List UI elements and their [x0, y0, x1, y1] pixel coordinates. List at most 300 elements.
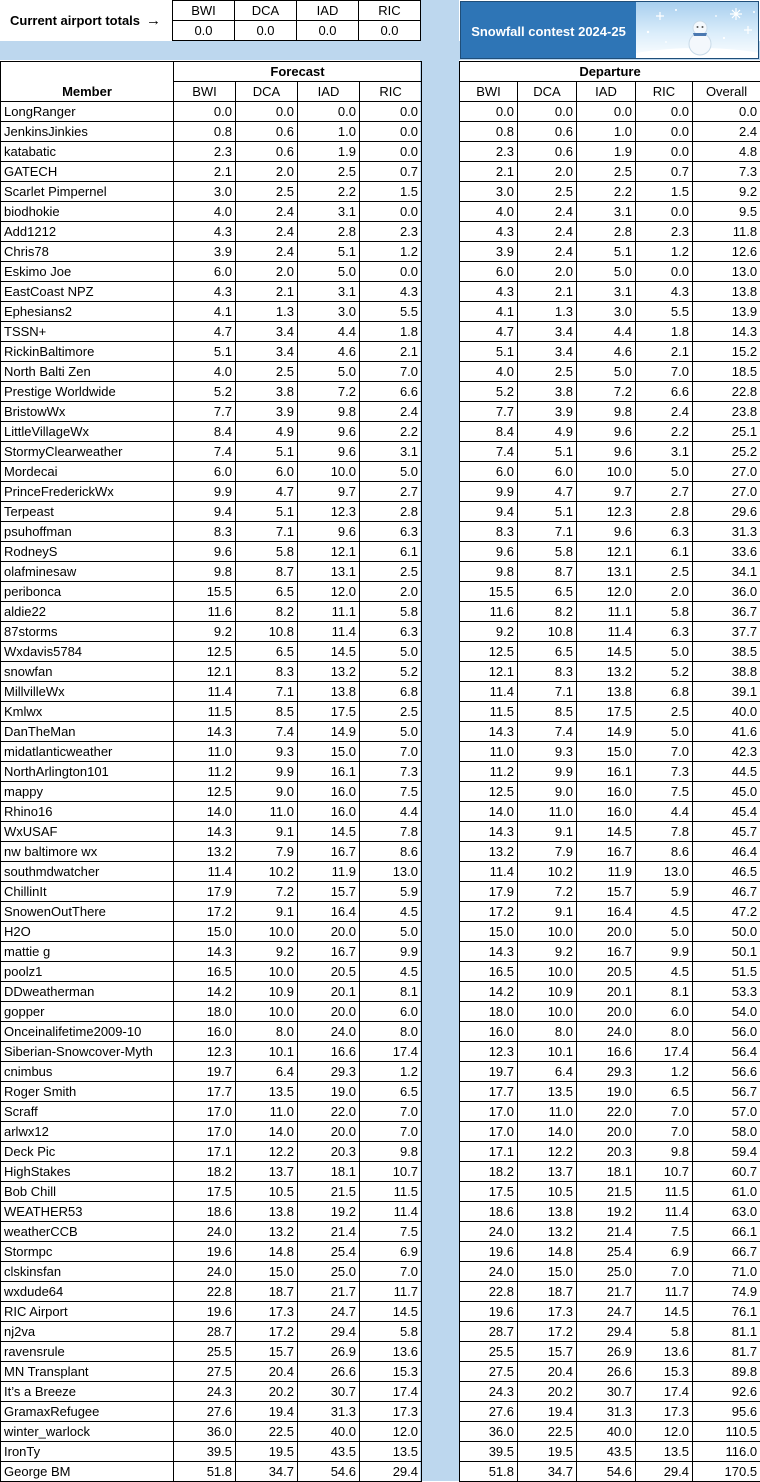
- forecast-value-cell: 0.6: [236, 142, 298, 162]
- table-row: [460, 462, 760, 482]
- table-row: [1, 522, 422, 542]
- forecast-value-cell: 13.8: [298, 682, 360, 702]
- table-row: [1, 722, 422, 742]
- departure-value-cell: 4.3: [460, 222, 518, 242]
- forecast-value-cell: 9.2: [174, 622, 236, 642]
- departure-column-header: Overall: [693, 82, 760, 102]
- departure-value-cell: 4.4: [577, 322, 636, 342]
- overall-value-cell: 36.7: [693, 602, 760, 622]
- table-row: [1, 1262, 422, 1282]
- departure-value-cell: 20.5: [577, 962, 636, 982]
- forecast-value-cell: 8.3: [236, 662, 298, 682]
- departure-value-cell: 15.0: [577, 742, 636, 762]
- departure-value-cell: 0.0: [636, 122, 693, 142]
- forecast-value-cell: 14.3: [174, 722, 236, 742]
- table-row: [1, 222, 422, 242]
- overall-value-cell: 13.9: [693, 302, 760, 322]
- forecast-column-header: DCA: [236, 82, 298, 102]
- departure-value-cell: 4.3: [460, 282, 518, 302]
- departure-value-cell: 5.2: [460, 382, 518, 402]
- departure-value-cell: 15.5: [460, 582, 518, 602]
- departure-value-cell: 14.3: [460, 722, 518, 742]
- departure-value-cell: 6.5: [518, 582, 577, 602]
- forecast-value-cell: 6.0: [174, 462, 236, 482]
- table-row: [1, 1362, 422, 1382]
- forecast-value-cell: 2.5: [236, 362, 298, 382]
- forecast-value-cell: 24.3: [174, 1382, 236, 1402]
- departure-value-cell: 3.0: [577, 302, 636, 322]
- forecast-value-cell: 5.0: [298, 362, 360, 382]
- forecast-value-cell: 5.8: [236, 542, 298, 562]
- departure-value-cell: 4.3: [636, 282, 693, 302]
- departure-value-cell: 12.0: [577, 582, 636, 602]
- forecast-value-cell: 2.5: [360, 702, 422, 722]
- member-name-cell: southmdwatcher: [1, 862, 174, 882]
- member-name-cell: GramaxRefugee: [1, 1402, 174, 1422]
- departure-value-cell: 10.0: [518, 922, 577, 942]
- departure-value-cell: 9.3: [518, 742, 577, 762]
- table-row: [460, 442, 760, 462]
- member-name-cell: NorthArlington101: [1, 762, 174, 782]
- overall-value-cell: 56.4: [693, 1042, 760, 1062]
- table-row: [460, 542, 760, 562]
- forecast-value-cell: 7.7: [174, 402, 236, 422]
- forecast-value-cell: 21.7: [298, 1282, 360, 1302]
- departure-value-cell: 13.2: [460, 842, 518, 862]
- overall-value-cell: 47.2: [693, 902, 760, 922]
- forecast-value-cell: 4.0: [174, 202, 236, 222]
- departure-value-cell: 30.7: [577, 1382, 636, 1402]
- forecast-value-cell: 9.6: [174, 542, 236, 562]
- totals-value-cell: 0.0: [235, 21, 297, 41]
- table-row: [1, 342, 422, 362]
- forecast-value-cell: 9.6: [298, 422, 360, 442]
- departure-value-cell: 29.4: [577, 1322, 636, 1342]
- member-name-cell: Eskimo Joe: [1, 262, 174, 282]
- member-name-cell: DanTheMan: [1, 722, 174, 742]
- table-row: [1, 402, 422, 422]
- forecast-value-cell: 3.0: [174, 182, 236, 202]
- departure-value-cell: 5.1: [518, 442, 577, 462]
- table-row: [460, 882, 760, 902]
- forecast-value-cell: 8.0: [360, 1022, 422, 1042]
- overall-value-cell: 27.0: [693, 482, 760, 502]
- departure-value-cell: 0.6: [518, 122, 577, 142]
- forecast-value-cell: 14.5: [360, 1302, 422, 1322]
- departure-value-cell: 5.0: [577, 362, 636, 382]
- departure-value-cell: 7.4: [518, 722, 577, 742]
- forecast-value-cell: 9.8: [174, 562, 236, 582]
- departure-value-cell: 6.0: [460, 262, 518, 282]
- departure-value-cell: 1.0: [577, 122, 636, 142]
- forecast-value-cell: 7.0: [360, 1122, 422, 1142]
- departure-value-cell: 15.7: [518, 1342, 577, 1362]
- departure-value-cell: 2.8: [577, 222, 636, 242]
- member-name-cell: olafminesaw: [1, 562, 174, 582]
- forecast-value-cell: 15.0: [174, 922, 236, 942]
- departure-value-cell: 2.1: [518, 282, 577, 302]
- departure-value-cell: 9.6: [577, 522, 636, 542]
- table-row: [460, 962, 760, 982]
- member-name-cell: RodneyS: [1, 542, 174, 562]
- departure-value-cell: 19.0: [577, 1082, 636, 1102]
- departure-value-cell: 6.4: [518, 1062, 577, 1082]
- forecast-value-cell: 2.4: [236, 202, 298, 222]
- forecast-value-cell: 12.3: [174, 1042, 236, 1062]
- departure-value-cell: 12.5: [460, 782, 518, 802]
- member-name-cell: George BM: [1, 1462, 174, 1482]
- departure-value-cell: 5.5: [636, 302, 693, 322]
- overall-value-cell: 13.0: [693, 262, 760, 282]
- forecast-value-cell: 10.9: [236, 982, 298, 1002]
- forecast-value-cell: 18.1: [298, 1162, 360, 1182]
- table-row: [460, 1202, 760, 1222]
- member-name-cell: Scarlet Pimpernel: [1, 182, 174, 202]
- departure-value-cell: 6.3: [636, 522, 693, 542]
- departure-value-cell: 9.2: [518, 942, 577, 962]
- departure-value-cell: 15.0: [460, 922, 518, 942]
- forecast-value-cell: 8.5: [236, 702, 298, 722]
- overall-value-cell: 56.7: [693, 1082, 760, 1102]
- forecast-value-cell: 17.4: [360, 1382, 422, 1402]
- forecast-value-cell: 1.0: [298, 122, 360, 142]
- forecast-value-cell: 25.0: [298, 1262, 360, 1282]
- departure-value-cell: 3.0: [460, 182, 518, 202]
- forecast-value-cell: 11.2: [174, 762, 236, 782]
- forecast-value-cell: 20.3: [298, 1142, 360, 1162]
- departure-value-cell: 16.6: [577, 1042, 636, 1062]
- forecast-value-cell: 9.2: [236, 942, 298, 962]
- forecast-value-cell: 6.0: [236, 462, 298, 482]
- overall-value-cell: 170.5: [693, 1462, 760, 1482]
- forecast-value-cell: 13.5: [236, 1082, 298, 1102]
- member-name-cell: North Balti Zen: [1, 362, 174, 382]
- member-name-cell: SnowenOutThere: [1, 902, 174, 922]
- departure-value-cell: 19.4: [518, 1402, 577, 1422]
- member-name-cell: cnimbus: [1, 1062, 174, 1082]
- departure-value-cell: 0.7: [636, 162, 693, 182]
- overall-value-cell: 116.0: [693, 1442, 760, 1462]
- table-row: [1, 1462, 422, 1482]
- forecast-value-cell: 1.9: [298, 142, 360, 162]
- forecast-value-cell: 6.6: [360, 382, 422, 402]
- departure-group-header-row: [460, 62, 760, 82]
- totals-table: [172, 0, 421, 41]
- departure-value-cell: 10.2: [518, 862, 577, 882]
- member-name-cell: nw baltimore wx: [1, 842, 174, 862]
- forecast-value-cell: 20.4: [236, 1362, 298, 1382]
- forecast-value-cell: 1.8: [360, 322, 422, 342]
- forecast-value-cell: 11.4: [298, 622, 360, 642]
- forecast-value-cell: 5.0: [298, 262, 360, 282]
- departure-value-cell: 11.1: [577, 602, 636, 622]
- departure-value-cell: 6.3: [636, 622, 693, 642]
- forecast-value-cell: 16.0: [298, 802, 360, 822]
- departure-value-cell: 11.0: [518, 1102, 577, 1122]
- departure-value-cell: 11.5: [460, 702, 518, 722]
- departure-value-cell: 19.7: [460, 1062, 518, 1082]
- departure-value-cell: 9.9: [460, 482, 518, 502]
- member-name-cell: mappy: [1, 782, 174, 802]
- departure-table: [459, 61, 760, 1482]
- departure-value-cell: 16.5: [460, 962, 518, 982]
- departure-value-cell: 11.7: [636, 1282, 693, 1302]
- departure-value-cell: 4.9: [518, 422, 577, 442]
- overall-value-cell: 66.7: [693, 1242, 760, 1262]
- forecast-value-cell: 2.5: [236, 182, 298, 202]
- forecast-value-cell: 5.0: [360, 462, 422, 482]
- departure-value-cell: 10.9: [518, 982, 577, 1002]
- member-name-cell: aldie22: [1, 602, 174, 622]
- forecast-value-cell: 9.1: [236, 822, 298, 842]
- totals-header-row: [173, 1, 421, 21]
- departure-value-cell: 2.3: [460, 142, 518, 162]
- forecast-value-cell: 11.4: [174, 862, 236, 882]
- departure-value-cell: 18.7: [518, 1282, 577, 1302]
- member-name-cell: Mordecai: [1, 462, 174, 482]
- departure-value-cell: 7.4: [460, 442, 518, 462]
- departure-value-cell: 24.0: [460, 1222, 518, 1242]
- forecast-value-cell: 20.1: [298, 982, 360, 1002]
- forecast-value-cell: 24.0: [174, 1262, 236, 1282]
- overall-value-cell: 46.5: [693, 862, 760, 882]
- forecast-value-cell: 2.0: [360, 582, 422, 602]
- departure-value-cell: 29.4: [636, 1462, 693, 1482]
- departure-value-cell: 8.1: [636, 982, 693, 1002]
- forecast-value-cell: 2.5: [298, 162, 360, 182]
- departure-value-cell: 6.0: [518, 462, 577, 482]
- departure-value-cell: 18.6: [460, 1202, 518, 1222]
- table-row: [460, 222, 760, 242]
- forecast-value-cell: 27.5: [174, 1362, 236, 1382]
- table-row: [1, 702, 422, 722]
- departure-value-cell: 19.5: [518, 1442, 577, 1462]
- departure-value-cell: 8.0: [636, 1022, 693, 1042]
- forecast-value-cell: 4.7: [236, 482, 298, 502]
- member-name-cell: Bob Chill: [1, 1182, 174, 1202]
- forecast-value-cell: 1.5: [360, 182, 422, 202]
- departure-value-cell: 1.2: [636, 1062, 693, 1082]
- departure-value-cell: 0.0: [636, 202, 693, 222]
- table-row: [460, 562, 760, 582]
- departure-value-cell: 36.0: [460, 1422, 518, 1442]
- departure-value-cell: 17.4: [636, 1042, 693, 1062]
- departure-value-cell: 17.0: [460, 1102, 518, 1122]
- departure-value-cell: 6.0: [460, 462, 518, 482]
- overall-value-cell: 56.6: [693, 1062, 760, 1082]
- table-row: [1, 282, 422, 302]
- forecast-value-cell: 13.0: [360, 862, 422, 882]
- departure-value-cell: 20.0: [577, 922, 636, 942]
- forecast-value-cell: 0.0: [174, 102, 236, 122]
- departure-value-cell: 6.5: [518, 642, 577, 662]
- member-name-cell: RickinBaltimore: [1, 342, 174, 362]
- departure-value-cell: 2.8: [636, 502, 693, 522]
- departure-value-cell: 10.7: [636, 1162, 693, 1182]
- member-name-cell: arlwx12: [1, 1122, 174, 1142]
- forecast-value-cell: 19.0: [298, 1082, 360, 1102]
- overall-value-cell: 27.0: [693, 462, 760, 482]
- departure-value-cell: 8.3: [460, 522, 518, 542]
- member-name-cell: psuhoffman: [1, 522, 174, 542]
- forecast-value-cell: 14.5: [298, 822, 360, 842]
- departure-value-cell: 2.4: [518, 202, 577, 222]
- forecast-value-cell: 28.7: [174, 1322, 236, 1342]
- departure-value-cell: 5.8: [518, 542, 577, 562]
- table-row: [460, 1322, 760, 1342]
- departure-value-cell: 0.0: [636, 102, 693, 122]
- overall-value-cell: 59.4: [693, 1142, 760, 1162]
- forecast-value-cell: 9.1: [236, 902, 298, 922]
- departure-value-cell: 2.4: [518, 222, 577, 242]
- forecast-value-cell: 16.5: [174, 962, 236, 982]
- forecast-value-cell: 6.9: [360, 1242, 422, 1262]
- forecast-value-cell: 0.0: [236, 102, 298, 122]
- forecast-value-cell: 13.2: [236, 1222, 298, 1242]
- departure-value-cell: 6.0: [636, 1002, 693, 1022]
- table-row: [460, 1182, 760, 1202]
- overall-value-cell: 54.0: [693, 1002, 760, 1022]
- table-row: [1, 242, 422, 262]
- departure-value-cell: 18.1: [577, 1162, 636, 1182]
- departure-value-cell: 2.7: [636, 482, 693, 502]
- forecast-value-cell: 17.3: [360, 1402, 422, 1422]
- table-row: [460, 1242, 760, 1262]
- table-row: [1, 922, 422, 942]
- forecast-value-cell: 14.2: [174, 982, 236, 1002]
- forecast-value-cell: 4.0: [174, 362, 236, 382]
- snowman-snow-scene-icon: [636, 2, 759, 59]
- departure-value-cell: 3.4: [518, 342, 577, 362]
- departure-value-cell: 27.5: [460, 1362, 518, 1382]
- departure-value-cell: 17.4: [636, 1382, 693, 1402]
- forecast-value-cell: 10.8: [236, 622, 298, 642]
- forecast-value-cell: 2.4: [236, 222, 298, 242]
- departure-value-cell: 20.0: [577, 1002, 636, 1022]
- departure-value-cell: 7.3: [636, 762, 693, 782]
- table-row: [1, 462, 422, 482]
- departure-value-cell: 2.5: [636, 562, 693, 582]
- forecast-value-cell: 22.5: [236, 1422, 298, 1442]
- departure-value-cell: 9.6: [460, 542, 518, 562]
- forecast-value-cell: 5.1: [236, 502, 298, 522]
- forecast-value-cell: 36.0: [174, 1422, 236, 1442]
- departure-value-cell: 12.1: [577, 542, 636, 562]
- departure-value-cell: 31.3: [577, 1402, 636, 1422]
- table-row: [460, 242, 760, 262]
- forecast-value-cell: 3.1: [298, 282, 360, 302]
- table-row: [1, 882, 422, 902]
- forecast-value-cell: 5.0: [360, 922, 422, 942]
- overall-value-cell: 0.0: [693, 102, 760, 122]
- overall-value-cell: 36.0: [693, 582, 760, 602]
- table-row: [1, 362, 422, 382]
- table-row: [1, 742, 422, 762]
- member-name-cell: Roger Smith: [1, 1082, 174, 1102]
- departure-value-cell: 26.9: [577, 1342, 636, 1362]
- forecast-value-cell: 17.9: [174, 882, 236, 902]
- forecast-value-cell: 4.7: [174, 322, 236, 342]
- table-row: [1, 1382, 422, 1402]
- departure-value-cell: 14.8: [518, 1242, 577, 1262]
- table-row: [460, 142, 760, 162]
- forecast-value-cell: 14.0: [174, 802, 236, 822]
- forecast-value-cell: 8.6: [360, 842, 422, 862]
- departure-value-cell: 11.0: [460, 742, 518, 762]
- departure-value-cell: 17.3: [636, 1402, 693, 1422]
- table-row: [460, 1002, 760, 1022]
- forecast-value-cell: 7.1: [236, 522, 298, 542]
- table-row: [1, 1322, 422, 1342]
- forecast-value-cell: 15.0: [236, 1262, 298, 1282]
- departure-value-cell: 0.0: [460, 102, 518, 122]
- table-row: [1, 1122, 422, 1142]
- departure-value-cell: 5.0: [636, 642, 693, 662]
- departure-value-cell: 27.6: [460, 1402, 518, 1422]
- departure-value-cell: 2.0: [636, 582, 693, 602]
- forecast-value-cell: 21.5: [298, 1182, 360, 1202]
- table-row: [460, 1082, 760, 1102]
- overall-value-cell: 2.4: [693, 122, 760, 142]
- departure-value-cell: 0.0: [518, 102, 577, 122]
- member-name-cell: Kmlwx: [1, 702, 174, 722]
- departure-value-cell: 2.5: [518, 362, 577, 382]
- departure-value-cell: 40.0: [577, 1422, 636, 1442]
- table-row: [1, 982, 422, 1002]
- member-name-cell: Deck Pic: [1, 1142, 174, 1162]
- overall-value-cell: 57.0: [693, 1102, 760, 1122]
- departure-value-cell: 13.8: [518, 1202, 577, 1222]
- overall-value-cell: 34.1: [693, 562, 760, 582]
- member-name-cell: HighStakes: [1, 1162, 174, 1182]
- member-header: Member: [1, 82, 174, 102]
- departure-value-cell: 9.1: [518, 822, 577, 842]
- forecast-value-cell: 7.0: [360, 1262, 422, 1282]
- overall-value-cell: 39.1: [693, 682, 760, 702]
- forecast-value-cell: 8.2: [236, 602, 298, 622]
- forecast-value-cell: 16.0: [298, 782, 360, 802]
- forecast-value-cell: 26.6: [298, 1362, 360, 1382]
- departure-value-cell: 24.0: [577, 1022, 636, 1042]
- table-row: [1, 662, 422, 682]
- member-name-cell: Stormpc: [1, 1242, 174, 1262]
- member-name-cell: mattie g: [1, 942, 174, 962]
- forecast-value-cell: 29.4: [298, 1322, 360, 1342]
- member-name-cell: clskinsfan: [1, 1262, 174, 1282]
- totals-header-cell: IAD: [297, 1, 359, 21]
- forecast-value-cell: 11.7: [360, 1282, 422, 1302]
- member-name-cell: TSSN+: [1, 322, 174, 342]
- overall-value-cell: 95.6: [693, 1402, 760, 1422]
- departure-value-cell: 16.7: [577, 842, 636, 862]
- overall-value-cell: 23.8: [693, 402, 760, 422]
- departure-value-cell: 7.0: [636, 1262, 693, 1282]
- departure-value-cell: 17.9: [460, 882, 518, 902]
- departure-value-cell: 5.0: [636, 722, 693, 742]
- forecast-value-cell: 11.9: [298, 862, 360, 882]
- departure-value-cell: 29.3: [577, 1062, 636, 1082]
- departure-value-cell: 19.6: [460, 1242, 518, 1262]
- forecast-value-cell: 20.0: [298, 1122, 360, 1142]
- departure-value-cell: 12.3: [460, 1042, 518, 1062]
- forecast-value-cell: 18.0: [174, 1002, 236, 1022]
- departure-value-cell: 11.0: [518, 802, 577, 822]
- table-row: [460, 1382, 760, 1402]
- departure-value-cell: 5.8: [636, 602, 693, 622]
- overall-value-cell: 14.3: [693, 322, 760, 342]
- forecast-value-cell: 13.7: [236, 1162, 298, 1182]
- departure-value-cell: 22.0: [577, 1102, 636, 1122]
